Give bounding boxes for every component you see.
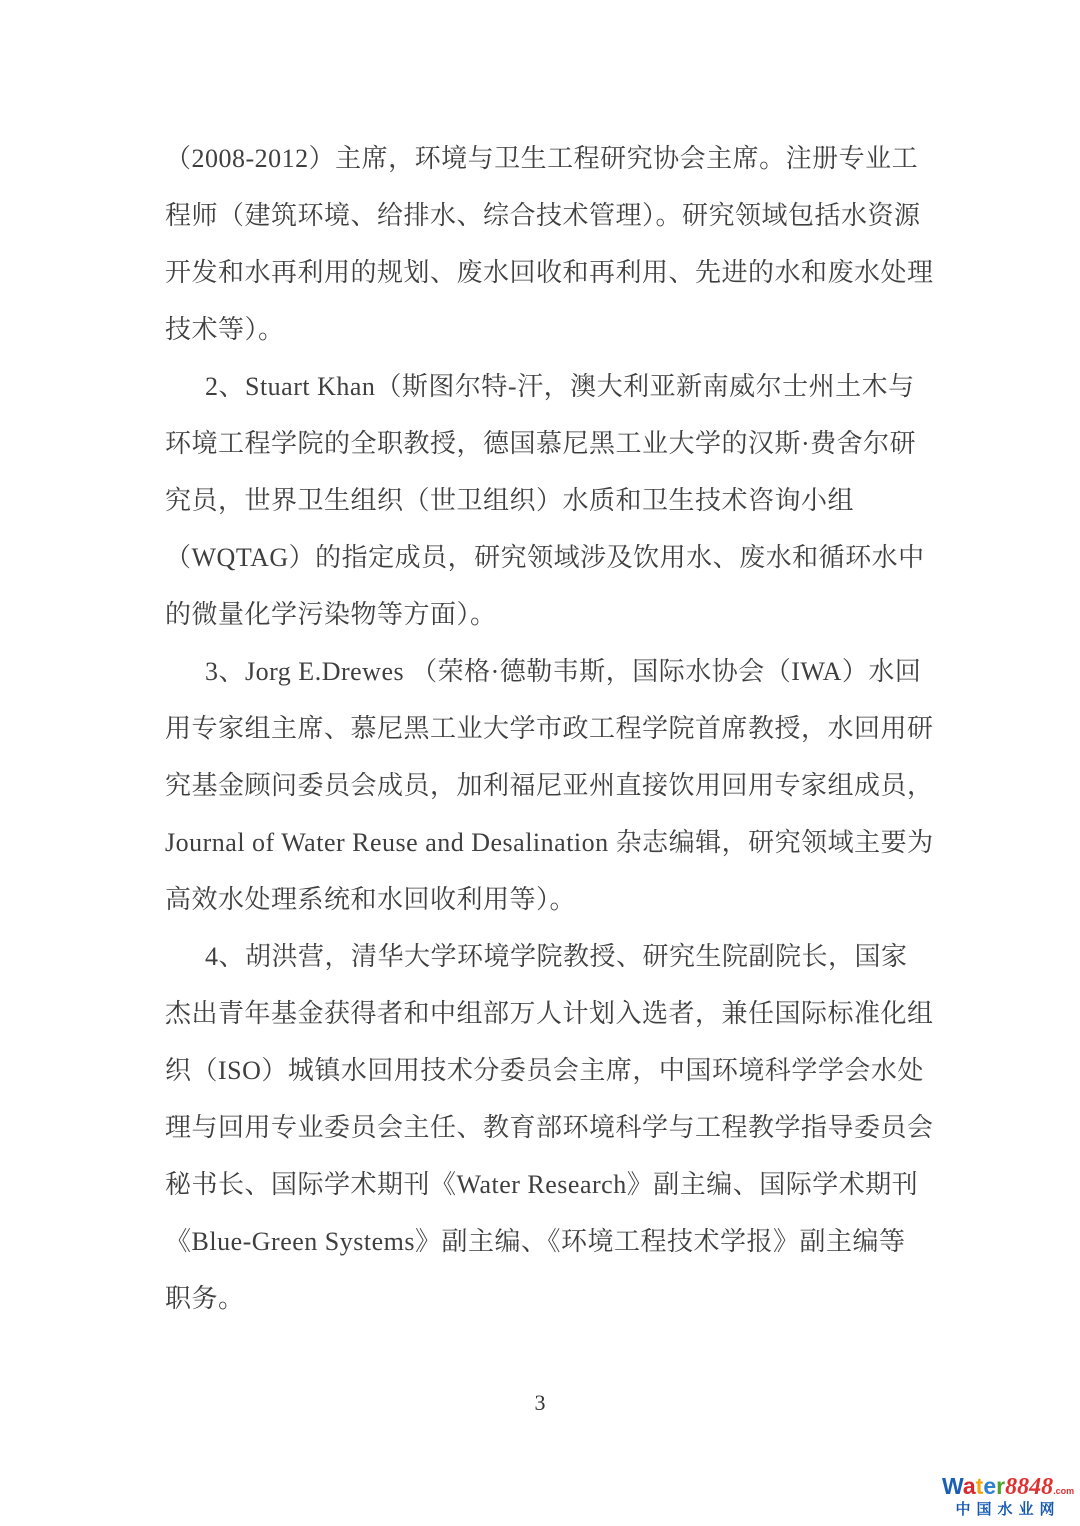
water8848-logo (942, 1474, 1074, 1518)
logo-letter: W (942, 1473, 963, 1500)
paragraph (165, 130, 935, 358)
logo-wordmark (942, 1474, 1074, 1500)
text-line: 程师（建筑环境、给排水、综合技术管理）。研究领域包括水资源 (165, 201, 921, 230)
logo-tld: .com (1053, 1486, 1075, 1497)
text-line: 究员，世界卫生组织（世卫组织）水质和卫生技术咨询小组 (165, 486, 855, 515)
logo-letter: r (996, 1473, 1006, 1500)
logo-letter: t (975, 1473, 984, 1500)
document-body (165, 130, 935, 1327)
text-line: 职务。 (165, 1284, 245, 1313)
text-line: 秘书长、国际学术期刊《Water Research》副主编、国际学术期刊 (165, 1170, 919, 1199)
logo-number: 8848 (1005, 1474, 1054, 1501)
logo-subtitle: 中国水业网 (955, 1501, 1061, 1519)
logo-letter: a (962, 1473, 976, 1500)
text-line: 理与回用专业委员会主任、教育部环境科学与工程教学指导委员会 (165, 1113, 934, 1142)
page-number: 3 (534, 1390, 546, 1415)
text-line: 2、Stuart Khan（斯图尔特-汗，澳大利亚新南威尔士州土木与 (205, 372, 915, 401)
text-line: 开发和水再利用的规划、废水回收和再利用、先进的水和废水处理 (165, 258, 934, 287)
text-line: 的微量化学污染物等方面）。 (165, 600, 497, 629)
paragraph (165, 358, 935, 643)
logo-letter: e (983, 1473, 997, 1500)
text-line: 4、胡洪营，清华大学环境学院教授、研究生院副院长，国家 (205, 942, 908, 971)
text-line: 环境工程学院的全职教授，德国慕尼黑工业大学的汉斯·费舍尔研 (165, 429, 917, 458)
text-line: （WQTAG）的指定成员，研究领域涉及饮用水、废水和循环水中 (165, 543, 925, 572)
paragraph (165, 928, 935, 1327)
text-line: 织（ISO）城镇水回用技术分委员会主席，中国环境科学学会水处 (165, 1056, 924, 1085)
text-line: （2008-2012）主席，环境与卫生工程研究协会主席。注册专业工 (165, 144, 919, 173)
text-line: 《Blue-Green Systems》副主编、《环境工程技术学报》副主编等 (165, 1227, 906, 1256)
text-line: 技术等）。 (165, 315, 285, 344)
text-line: 用专家组主席、慕尼黑工业大学市政工程学院首席教授，水回用研 (165, 714, 934, 743)
text-line: 杰出青年基金获得者和中组部万人计划入选者，兼任国际标准化组 (165, 999, 934, 1028)
paragraph (165, 643, 935, 928)
text-line: 3、Jorg E.Drewes （荣格·德勒韦斯，国际水协会（IWA）水回 (205, 657, 922, 686)
text-line: Journal of Water Reuse and Desalination 杂志编辑，研究领域主要为 (165, 828, 934, 857)
text-line: 究基金顾问委员会成员，加利福尼亚州直接饮用回用专家组成员， (165, 771, 934, 800)
text-line: 高效水处理系统和水回收利用等）。 (165, 885, 577, 914)
